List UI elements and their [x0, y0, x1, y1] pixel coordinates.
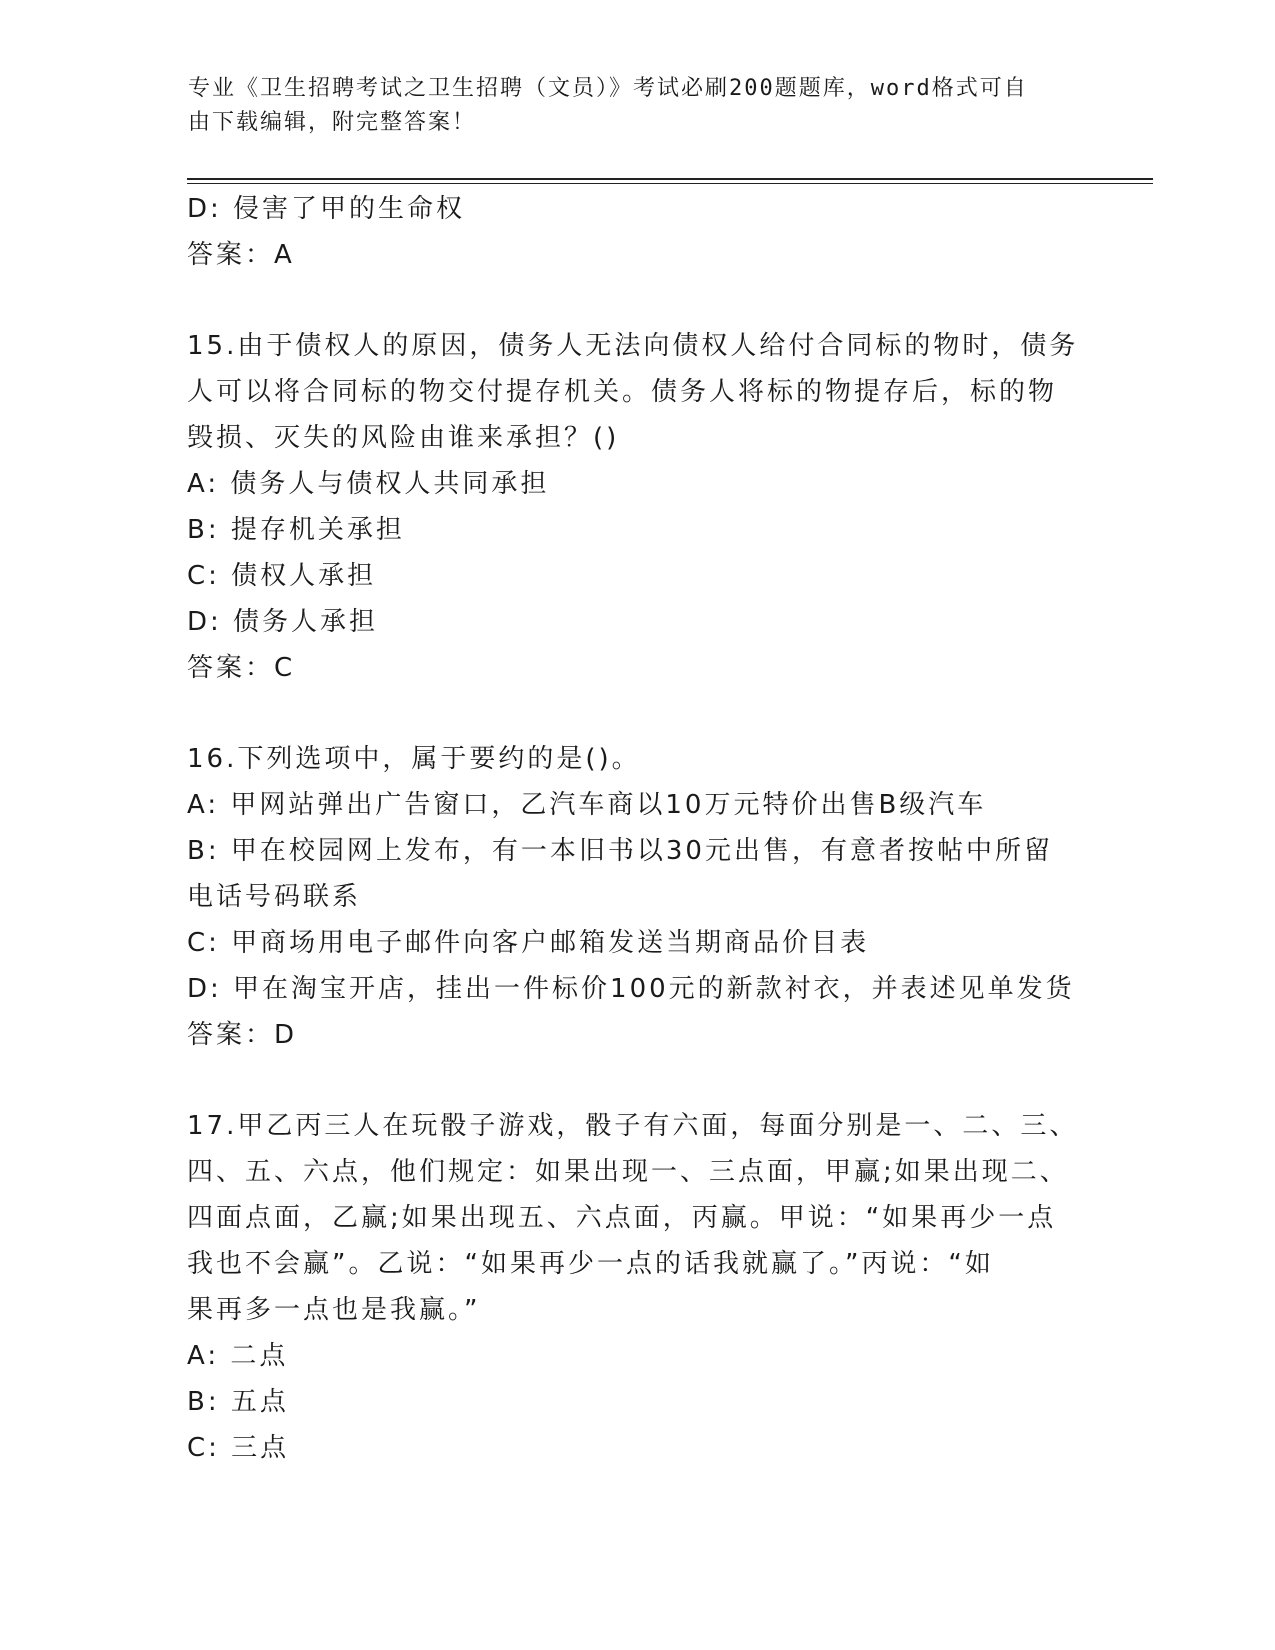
header-rule-thin	[187, 183, 1153, 184]
spacer	[187, 278, 1087, 323]
q15-option-c: C: 债权人承担	[187, 561, 377, 591]
q17-stem-line-1: 17.甲乙丙三人在玩骰子游戏，骰子有六面，每面分别是一、二、三、	[187, 1111, 1079, 1141]
document-header	[188, 72, 1068, 140]
q16-stem: 16.下列选项中，属于要约的是()。	[187, 744, 641, 774]
header-rule-thick	[187, 178, 1153, 180]
q17-option-a: A: 二点	[187, 1341, 289, 1371]
q17-stem-line-2: 四、五、六点，他们规定：如果出现一、三点面，甲赢;如果出现二、	[187, 1157, 1069, 1187]
q17-stem-line-4: 我也不会赢”。乙说：“如果再少一点的话我就赢了。”丙说：“如	[187, 1249, 994, 1279]
question-content	[187, 186, 1087, 1471]
header-line-1: 专业《卫生招聘考试之卫生招聘（文员）》考试必刷200题题库，word格式可自	[188, 76, 1028, 101]
prev-answer: 答案：A	[187, 240, 295, 270]
q15-stem-line-2: 人可以将合同标的物交付提存机关。债务人将标的物提存后，标的物	[187, 377, 1058, 407]
q15-option-b: B: 提存机关承担	[187, 515, 405, 545]
q15-stem-line-1: 15.由于债权人的原因，债务人无法向债权人给付合同标的物时，债务	[187, 331, 1079, 361]
q15-stem-line-3: 毁损、灭失的风险由谁来承担？()	[187, 423, 620, 453]
header-line-2: 由下载编辑，附完整答案！	[188, 110, 477, 135]
q16-answer: 答案：D	[187, 1020, 298, 1050]
q15-option-a: A: 债务人与债权人共同承担	[187, 469, 550, 499]
q16-option-c: C: 甲商场用电子邮件向客户邮箱发送当期商品价目表	[187, 928, 870, 958]
q17-option-c: C: 三点	[187, 1433, 290, 1463]
q16-option-a: A: 甲网站弹出广告窗口，乙汽车商以10万元特价出售B级汽车	[187, 790, 987, 820]
q15-option-d: D: 债务人承担	[187, 607, 379, 637]
prev-option-d: D: 侵害了甲的生命权	[187, 194, 466, 224]
q17-stem-line-3: 四面点面，乙赢;如果出现五、六点面，丙赢。甲说：“如果再少一点	[187, 1203, 1057, 1233]
q16-option-b-line-2: 电话号码联系	[187, 882, 362, 912]
q17-option-b: B: 五点	[187, 1387, 289, 1417]
q15-answer: 答案：C	[187, 653, 296, 683]
q16-option-d: D: 甲在淘宝开店，挂出一件标价100元的新款衬衣，并表述见单发货	[187, 974, 1075, 1004]
q17-stem-line-5: 果再多一点也是我赢。”	[187, 1295, 481, 1325]
spacer	[187, 691, 1087, 736]
spacer	[187, 1058, 1087, 1103]
q16-option-b-line-1: B: 甲在校园网上发布，有一本旧书以30元出售，有意者按帖中所留	[187, 836, 1053, 866]
